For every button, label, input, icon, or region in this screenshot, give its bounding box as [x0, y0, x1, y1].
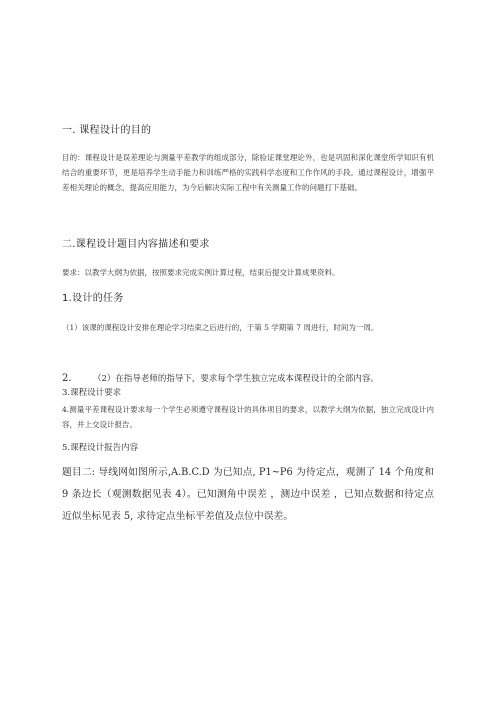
item5-heading: 5.课程设计报告内容 [62, 443, 139, 453]
item1-heading: 1.设计的任务 [62, 293, 124, 304]
item2-number: 2. [62, 373, 72, 384]
item3-heading: 3.课程设计要求 [62, 388, 122, 398]
problem2-body: 题目二: 导线网如图所示,A.B.C.D 为已知点, P1~P6 为待定点，观测了 14 个角度和 9 条边长（观测数据见表 4）。已知测角中误差 ，测边中误差 ，已知点数据和待定点近似坐标见表 5, 求待定点坐标平差值及点位中误差。 [62, 467, 434, 522]
section1-heading: 一. 课程设计的目的 [62, 125, 152, 136]
item4-body: 4.测量平差课程设计要求每一个学生必须遵守课程设计的具体项目的要求，以教学大纲为依据，独立完成设计内容，并上交设计报告。 [62, 405, 434, 429]
item1-body: （1）该课的课程设计安排在理论学习结束之后进行的，于第 5 学期第 7 周进行，时间为一周。 [62, 323, 379, 332]
item2-body: （2）在指导老师的指导下，要求每个学生独立完成本课程设计的全部内容。 [92, 374, 379, 384]
section2-heading: 二.课程设计题目内容描述和要求 [62, 239, 210, 250]
section1-body: 目的：课程设计是误差理论与测量平差教学的组成部分，除验证课堂理论外，也是巩固和深化课堂所学知识有机结合的重要环节，更是培养学生动手能力和训练严格的实践科学态度和工作作风的手段。通过课程设计，增强平差相关理论的概念，提高应用能力，为今后解决实际工程中有关测量工作的问题打下基础。 [62, 153, 434, 192]
section2-body: 要求：以教学大纲为依据，按照要求完成实例计算过程，结束后提交计算成果资料。 [62, 268, 340, 277]
item2-line [62, 372, 434, 386]
